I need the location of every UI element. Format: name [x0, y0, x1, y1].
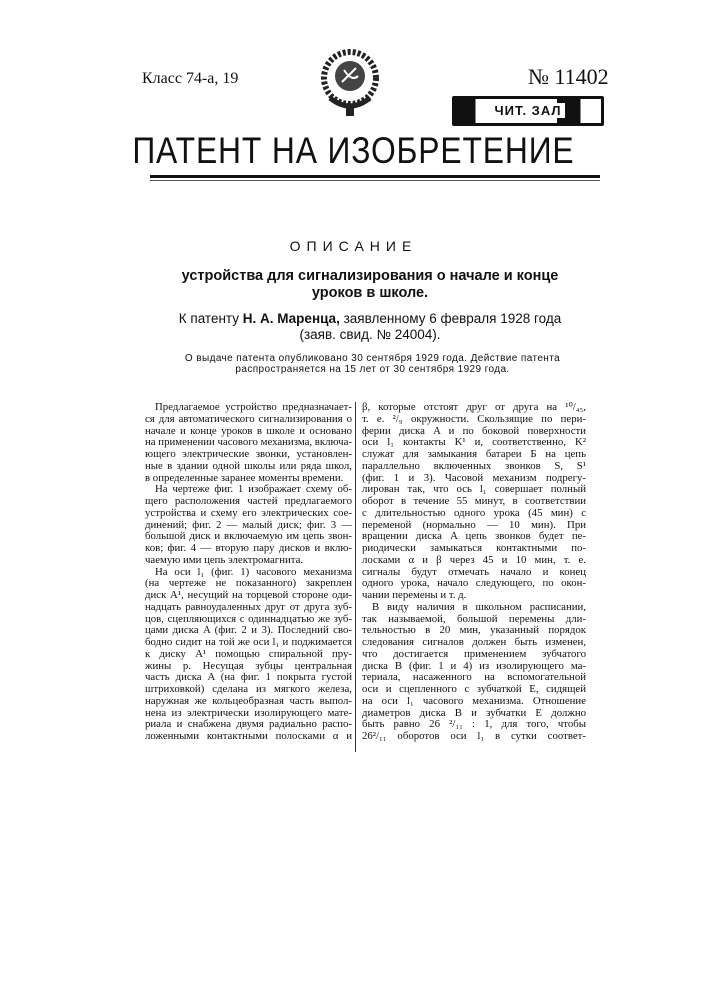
- text-line: устройства и схему его электрических сое-: [145, 508, 352, 520]
- patent-number: № 11402: [528, 64, 609, 90]
- text-line: переменой (нормально — 10 мин). При: [362, 520, 586, 532]
- text-line: оси l₁ контакты K¹ и, соответственно, K²: [362, 437, 586, 449]
- text-line: ков; фиг. 4 — вторую пару дисков и вклю-: [145, 543, 352, 555]
- text-line: лирован так, что ось l₁ совершает полный: [362, 484, 586, 496]
- text-line: ные в здании одной школы или ряда школ,: [145, 461, 352, 473]
- text-line: диаметров диска B и зубчатки E должно: [362, 708, 586, 720]
- text-line: нена из электрически изолирующего мате-: [145, 708, 352, 720]
- library-stamp: [452, 96, 604, 126]
- text-line: щего расположения частей предлагаемого: [145, 496, 352, 508]
- patent-prefix: К патенту: [179, 311, 239, 326]
- text-line: следования сигналов должен быть изменен,: [362, 637, 586, 649]
- patent-application: заявленному 6 февраля 1928 года (заяв. свид. № 24004).: [299, 311, 561, 342]
- invention-subject: устройства для сигнализирования о начале и конце уроков в школе.: [180, 268, 560, 302]
- patent-reference: [175, 311, 565, 343]
- text-line: к диску A¹ помощью спиральной пру-: [145, 649, 352, 661]
- text-line: наружная же кольцеобразная часть выпол-: [145, 696, 352, 708]
- text-line: одного урока, начало следующего, по окон-: [362, 578, 586, 590]
- text-line: В виду наличия в школьном расписании,: [362, 602, 586, 614]
- text-line: штриховкой) сделана из мягкого железа,: [145, 684, 352, 696]
- text-line: оси и сцепленного с зубчаткой E, сидящей: [362, 684, 586, 696]
- text-line: тельностью в 20 мин, указанный порядок: [362, 625, 586, 637]
- text-line: ющего электрические звонки, установлен-: [145, 449, 352, 461]
- text-line: диска B (фиг. 1 и 4) из изолирующего ма-: [362, 661, 586, 673]
- column-divider: [355, 402, 356, 752]
- text-line: служат для замыкания батареи Б на цепь: [362, 449, 586, 461]
- title-rule-thin: [150, 180, 600, 181]
- stamp-text: ЧИТ. ЗАЛ: [492, 103, 565, 118]
- text-line: что достигается применением зубчатого: [362, 649, 586, 661]
- text-line: риодически замыкаться контактными по-: [362, 543, 586, 555]
- text-line: На чертеже фиг. 1 изображает схему об-: [145, 484, 352, 496]
- text-line: быть равно 26 ²/₁₁ : 1, для того, чтобы: [362, 719, 586, 731]
- text-line: в определенные заранее моменты времени.: [145, 473, 352, 485]
- body-column-right: [362, 402, 586, 743]
- inventor-name: Н. А. Маренца,: [243, 311, 340, 326]
- text-line: цов, сцепляющихся с одиннадцатью же зуб-: [145, 614, 352, 626]
- text-line: начале и конце уроков в школе и основано: [145, 426, 352, 438]
- text-line: чании перемены и т. д.: [362, 590, 586, 602]
- text-line: β, которые отстоят друг от друга на ¹⁰/₄₅,: [362, 402, 586, 414]
- title-rule: [150, 175, 600, 178]
- text-line: параллельно включенных звонков S, S¹: [362, 461, 586, 473]
- text-line: на применении часового механизма, включа-: [145, 437, 352, 449]
- text-line: Предлагаемое устройство предназначает-: [145, 402, 352, 414]
- text-line: На оси l₁ (фиг. 1) часового механизма: [145, 567, 352, 579]
- text-line: надцать равноудаленных друг от друга зуб-: [145, 602, 352, 614]
- text-line: сигналы будут отмечать начало и конец: [362, 567, 586, 579]
- text-line: риала и снабжена двумя радиально распо-: [145, 719, 352, 731]
- text-line: большой диск и включаемую им цепь звон-: [145, 531, 352, 543]
- state-emblem-icon: [318, 48, 382, 120]
- text-line: так называемой, большой перемены дли-: [362, 614, 586, 626]
- text-line: ся для автоматического сигнализирования о: [145, 414, 352, 426]
- body-column-left: [145, 402, 352, 743]
- text-line: ложенными контактными полосками α и: [145, 731, 352, 743]
- text-line: 26²/₁₁ оборотов оси l₁ в сутки соответ-: [362, 731, 586, 743]
- text-line: т. е. ²/₉ окружности. Скользящие по пери-: [362, 414, 586, 426]
- text-line: бодно сидит на той же оси l₁ и поджимается: [145, 637, 352, 649]
- text-line: часть диска A (на фиг. 1 покрыта густой: [145, 672, 352, 684]
- text-line: териала, насаженного на вспомогательной: [362, 672, 586, 684]
- patent-class: Класс 74-а, 19: [142, 70, 238, 88]
- text-line: динений; фиг. 2 — малый диск; фиг. 3 —: [145, 520, 352, 532]
- text-line: лосками α и β через 45 и 10 мин, т. е.: [362, 555, 586, 567]
- text-line: ферии диска A и по боковой поверхности: [362, 426, 586, 438]
- text-line: цами диска A (фиг. 2 и 3). Последний сво-: [145, 625, 352, 637]
- text-line: на оси l₁ часового механизма. Отношение: [362, 696, 586, 708]
- text-line: (фиг. 1 и 3). Часовой механизм подрегу-: [362, 473, 586, 485]
- publication-note: О выдаче патента опубликовано 30 сентября 1929 года. Действие патента распространяется на 15 лет от 30 сентября 1929 года.: [180, 353, 565, 375]
- section-heading: ОПИСАНИЕ: [0, 238, 707, 254]
- text-line: (на чертеже не показанного) закреплен: [145, 578, 352, 590]
- text-line: чаемую ими цепь электромагнита.: [145, 555, 352, 567]
- text-line: жины p. Несущая зубцы центральная: [145, 661, 352, 673]
- document-title: ПАТЕНТ НА ИЗОБРЕТЕНИЕ: [49, 130, 657, 172]
- text-line: оборот в течение 55 минут, в соответствии: [362, 496, 586, 508]
- text-line: с длительностью одного урока (45 мин) с: [362, 508, 586, 520]
- text-line: вращении диска A цепь звонков будет пе-: [362, 531, 586, 543]
- text-line: диск A¹, несущий на торцевой стороне оди-: [145, 590, 352, 602]
